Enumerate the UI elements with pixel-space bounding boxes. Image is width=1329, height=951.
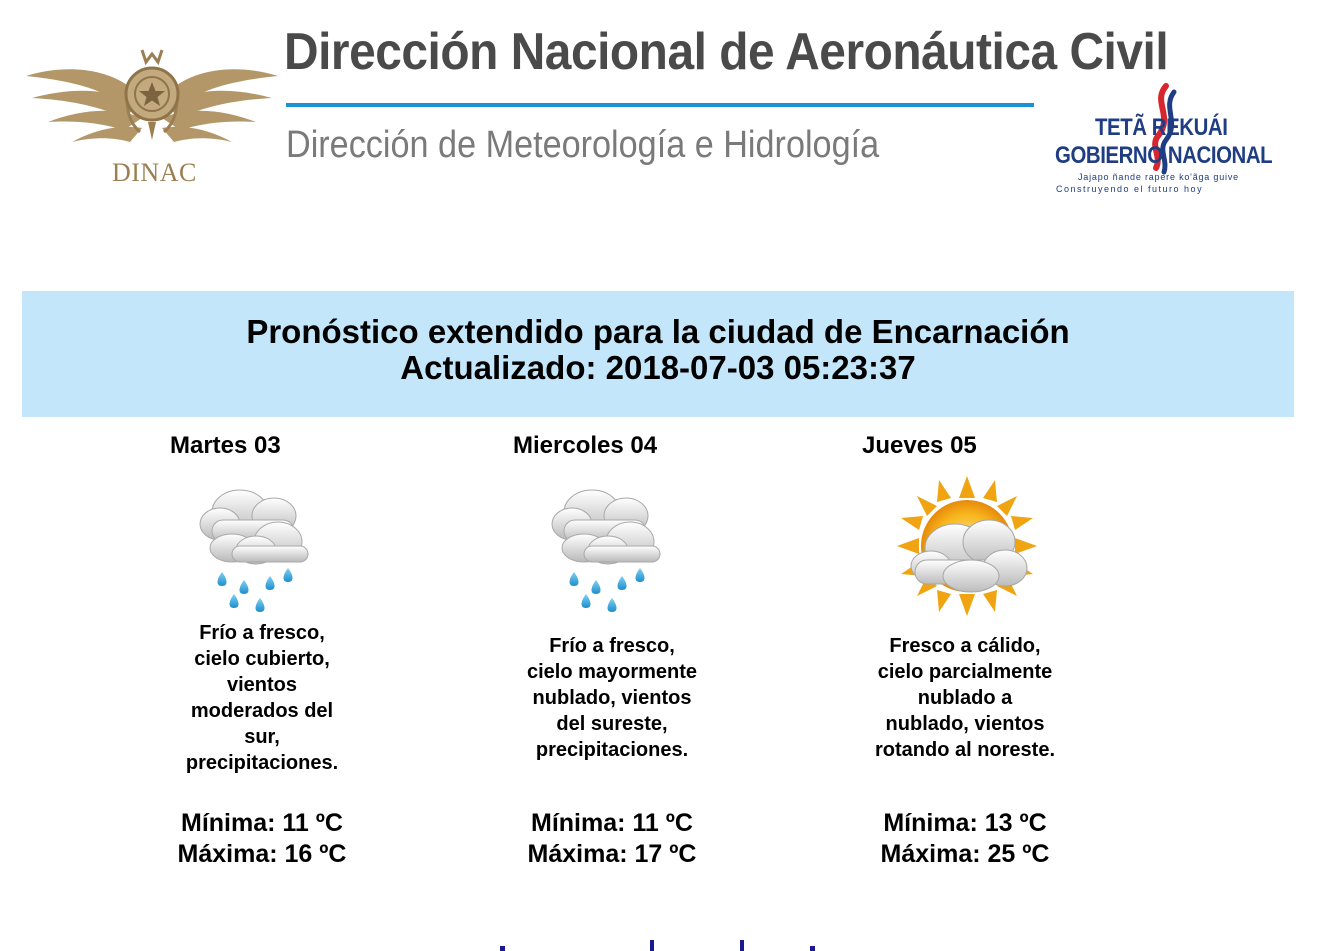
description-line: precipitaciones.	[535, 739, 689, 761]
day-title: Miercoles 04	[513, 432, 658, 459]
description-line: rotando al noreste.	[874, 739, 1056, 761]
description-line: cielo parcialmente	[877, 661, 1053, 683]
cut-off-content-marks	[490, 938, 830, 951]
agency-subtitle: Dirección de Meteorología e Hidrología	[286, 124, 880, 166]
description-line: Frío a fresco,	[549, 635, 675, 657]
day-title: Martes 03	[170, 432, 281, 459]
description-line: nublado, vientos	[532, 687, 692, 709]
dinac-logo-text: DINAC	[112, 158, 197, 187]
gov-logo-tagline-spanish: Construyendo el futuro hoy	[1056, 184, 1204, 194]
description-line: sur,	[244, 726, 280, 748]
title-divider	[286, 103, 1034, 107]
description-line: nublado, vientos	[885, 713, 1045, 735]
sun-cloud-icon	[897, 476, 1037, 616]
max-temperature: Máxima: 17 ºC	[527, 840, 697, 868]
forecast-title: Pronóstico extendido para la ciudad de Encarnación	[246, 313, 1070, 350]
description-line: moderados del	[190, 700, 334, 722]
max-temperature: Máxima: 25 ºC	[880, 840, 1050, 868]
rain-cloud-icon	[544, 476, 684, 616]
forecast-banner	[22, 291, 1294, 417]
gov-logo-line2: GOBIERNO NACIONAL	[1055, 142, 1273, 169]
gov-logo-line1: TETÃ REKUÁI	[1095, 114, 1228, 141]
min-temperature: Mínima: 11 ºC	[181, 809, 343, 837]
min-temperature: Mínima: 13 ºC	[883, 809, 1047, 837]
day-description	[845, 633, 1085, 763]
day-description	[492, 633, 732, 763]
day-temperatures	[142, 808, 382, 870]
forecast-updated: Actualizado: 2018-07-03 05:23:37	[400, 349, 916, 386]
description-line: cielo mayormente	[526, 661, 698, 683]
description-line: Fresco a cálido,	[889, 635, 1041, 657]
page-header	[0, 0, 1329, 240]
gov-logo-tagline-guarani: Jajapo ñande rapere ko'ãga guive	[1078, 172, 1239, 182]
day-temperatures	[845, 808, 1085, 870]
max-temperature: Máxima: 16 ºC	[177, 840, 347, 868]
day-title: Jueves 05	[862, 432, 977, 459]
description-line: del sureste,	[556, 713, 668, 735]
day-temperatures	[492, 808, 732, 870]
day-description	[142, 620, 382, 776]
description-line: nublado a	[917, 687, 1013, 709]
description-line: vientos	[226, 674, 298, 696]
gobierno-nacional-logo	[1052, 80, 1282, 200]
rain-cloud-icon	[192, 476, 332, 616]
min-temperature: Mínima: 11 ºC	[531, 809, 693, 837]
agency-title: Dirección Nacional de Aeronáutica Civil	[284, 23, 1169, 81]
description-line: precipitaciones.	[185, 752, 339, 774]
description-line: cielo cubierto,	[194, 648, 330, 670]
description-line: Frío a fresco,	[199, 622, 325, 644]
